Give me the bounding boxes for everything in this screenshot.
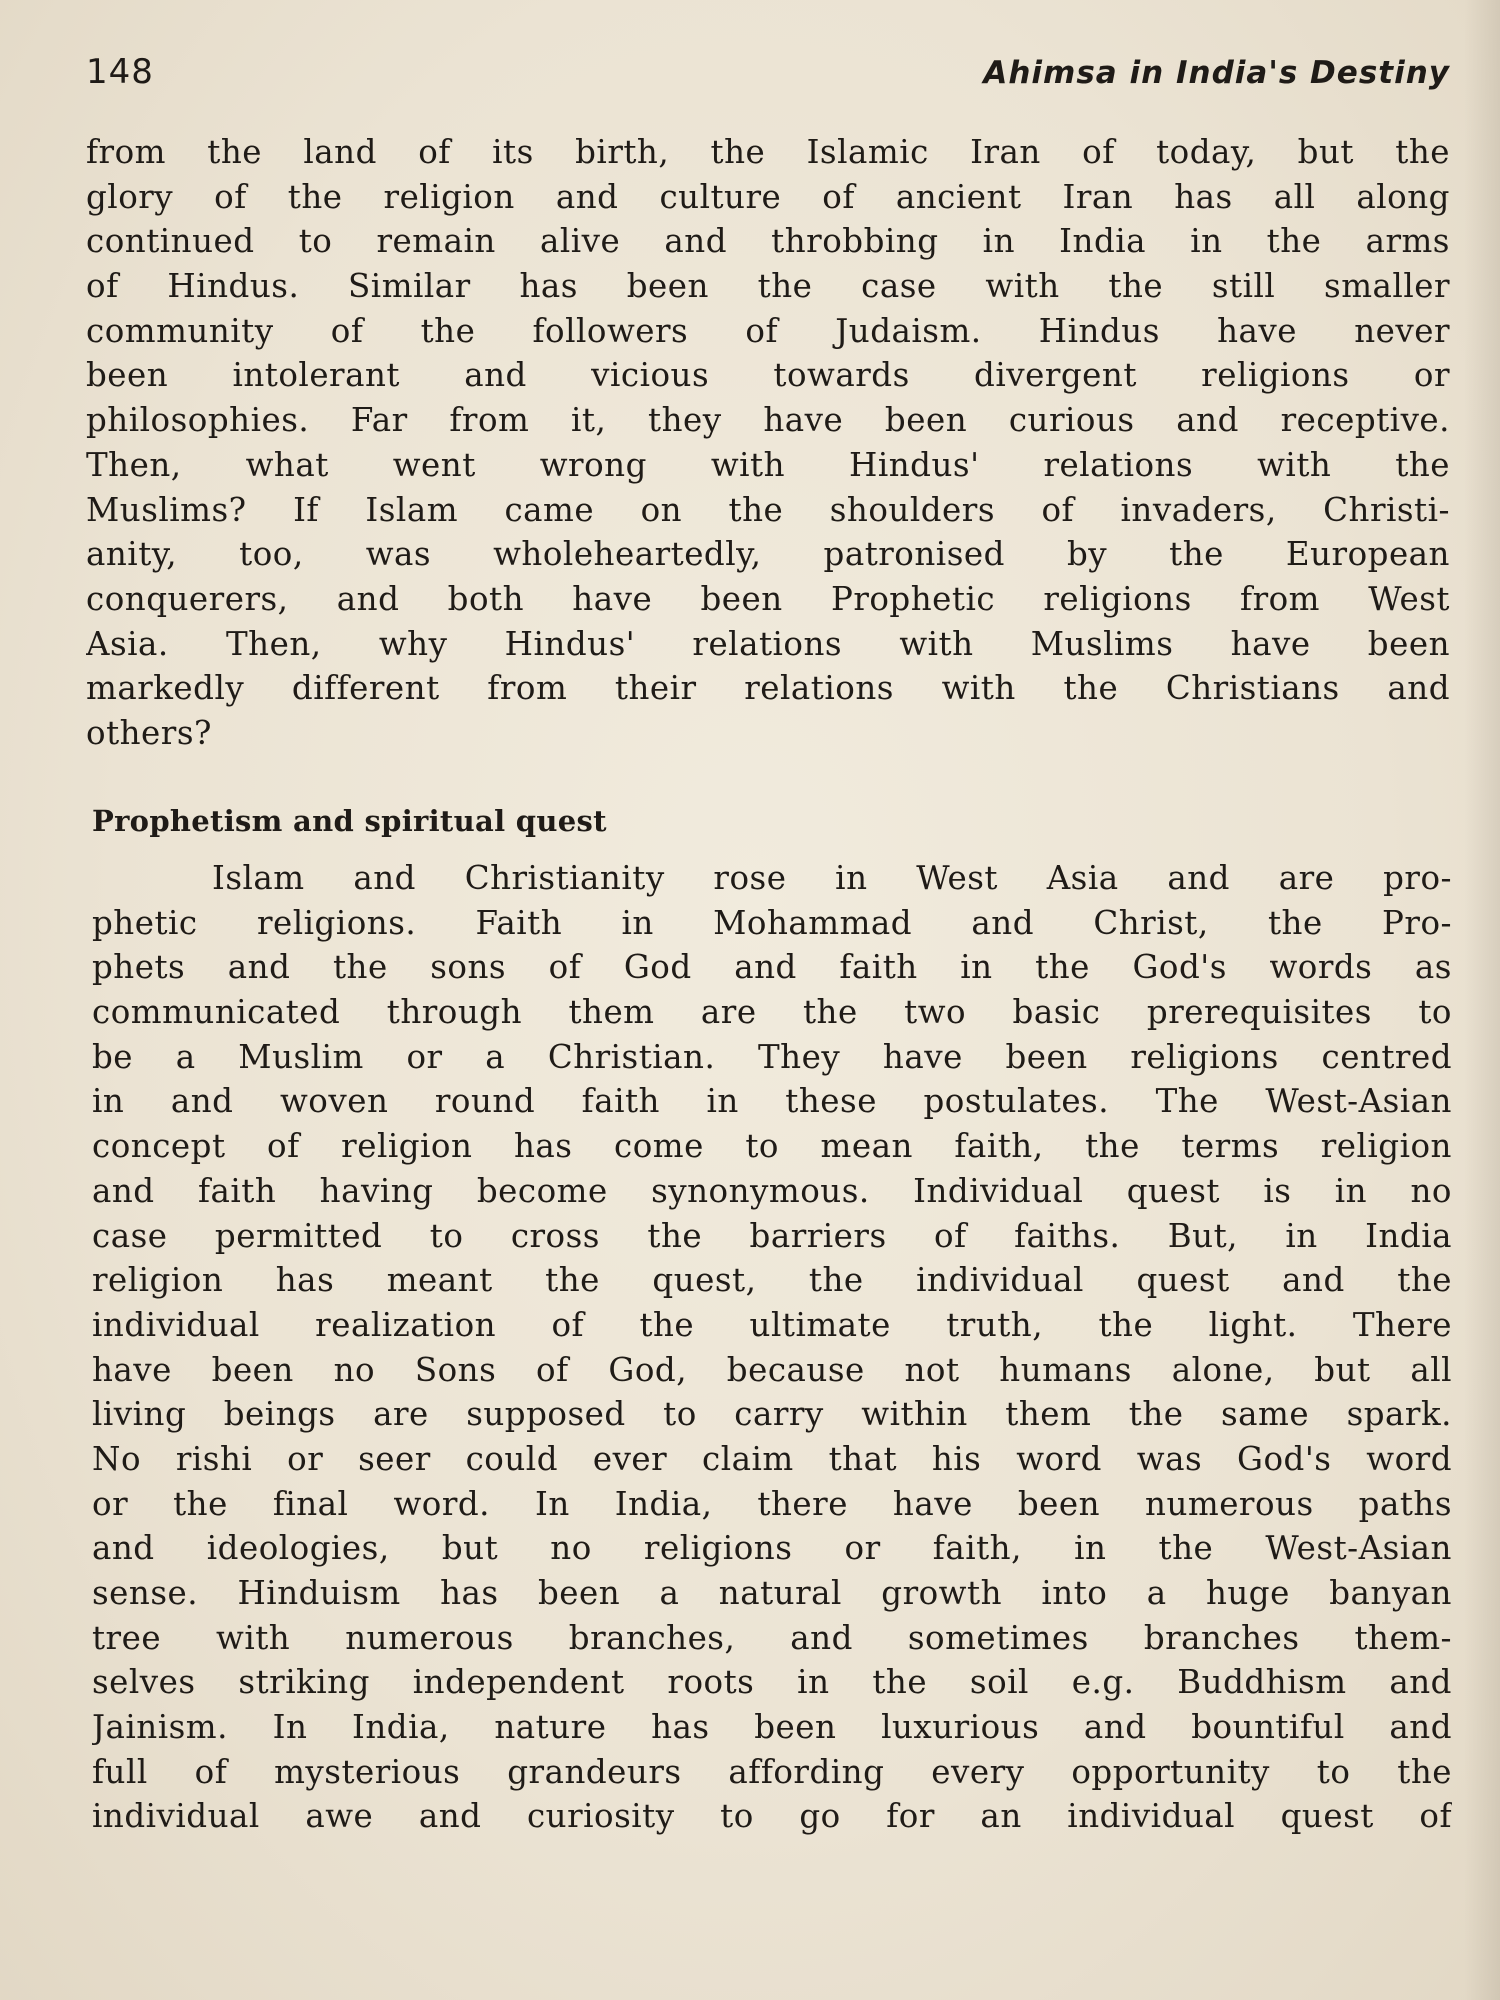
text-line: phets and the sons of God and faith in the God's words as (92, 948, 1452, 987)
running-head (86, 52, 1450, 102)
text-line: markedly different from their relations with the Christians and (86, 669, 1450, 708)
text-line: Jainism. In India, nature has been luxurious and bountiful and (92, 1708, 1452, 1747)
running-title: Ahimsa in India's Destiny (983, 55, 1450, 91)
text-line: of Hindus. Similar has been the case with the still smaller (86, 267, 1450, 306)
text-line: selves striking independent roots in the soil e.g. Buddhism and (92, 1663, 1452, 1702)
text-line: communicated through them are the two basic prerequisites to (92, 993, 1452, 1032)
text-line: concept of religion has come to mean faith, the terms religion (92, 1127, 1452, 1166)
paragraph-continued (86, 130, 1450, 756)
text-line: community of the followers of Judaism. Hindus have never (86, 311, 1450, 350)
text-line: and faith having become synonymous. Individual quest is in no (92, 1171, 1452, 1210)
text-line: Islam and Christianity rose in West Asia and are pro- (212, 859, 1452, 897)
text-line: individual realization of the ultimate truth, the light. There (92, 1305, 1452, 1344)
text-line: in and woven round faith in these postulates. The West-Asian (92, 1082, 1452, 1121)
text-line: sense. Hinduism has been a natural growth into a huge banyan (92, 1574, 1452, 1612)
text-line: individual awe and curiosity to go for an individual quest of (92, 1797, 1452, 1836)
text-line: anity, too, was wholeheartedly, patronised by the European (86, 535, 1450, 574)
text-line: Then, what went wrong with Hindus' relations with the (86, 445, 1450, 484)
text-line: be a Muslim or a Christian. They have been religions centred (92, 1037, 1452, 1076)
text-line: No rishi or seer could ever claim that his word was God's word (92, 1439, 1452, 1478)
text-line: philosophies. Far from it, they have been curious and receptive. (86, 401, 1450, 440)
text-line: glory of the religion and culture of ancient Iran has all along (86, 177, 1450, 216)
text-line: full of mysterious grandeurs affording every opportunity to the (92, 1752, 1452, 1791)
page-number: 148 (86, 52, 154, 92)
text-line: and ideologies, but no religions or faith, in the West-Asian (92, 1529, 1452, 1568)
text-line: continued to remain alive and throbbing in India in the arms (86, 222, 1450, 261)
text-line: case permitted to cross the barriers of faiths. But, in India (92, 1216, 1452, 1255)
text-line: religion has meant the quest, the individual quest and the (92, 1261, 1452, 1300)
text-line: or the final word. In India, there have been numerous paths (92, 1484, 1452, 1523)
text-line: conquerers, and both have been Prophetic religions from West (86, 579, 1450, 618)
text-line: living beings are supposed to carry within them the same spark. (92, 1395, 1452, 1434)
text-line: have been no Sons of God, because not humans alone, but all (92, 1350, 1452, 1389)
paragraph-prophetism (92, 856, 1452, 1839)
text-line: from the land of its birth, the Islamic Iran of today, but the (86, 133, 1450, 171)
text-line: Asia. Then, why Hindus' relations with Muslims have been (86, 624, 1450, 663)
text-line: Muslims? If Islam came on the shoulders of invaders, Christi- (86, 490, 1450, 529)
text-line: phetic religions. Faith in Mohammad and Christ, the Pro- (92, 903, 1452, 942)
section-heading: Prophetism and spiritual quest (92, 804, 607, 838)
text-line: been intolerant and vicious towards divergent religions or (86, 356, 1450, 395)
text-line: tree with numerous branches, and sometimes branches them- (92, 1618, 1452, 1657)
text-line: others? (86, 713, 212, 752)
